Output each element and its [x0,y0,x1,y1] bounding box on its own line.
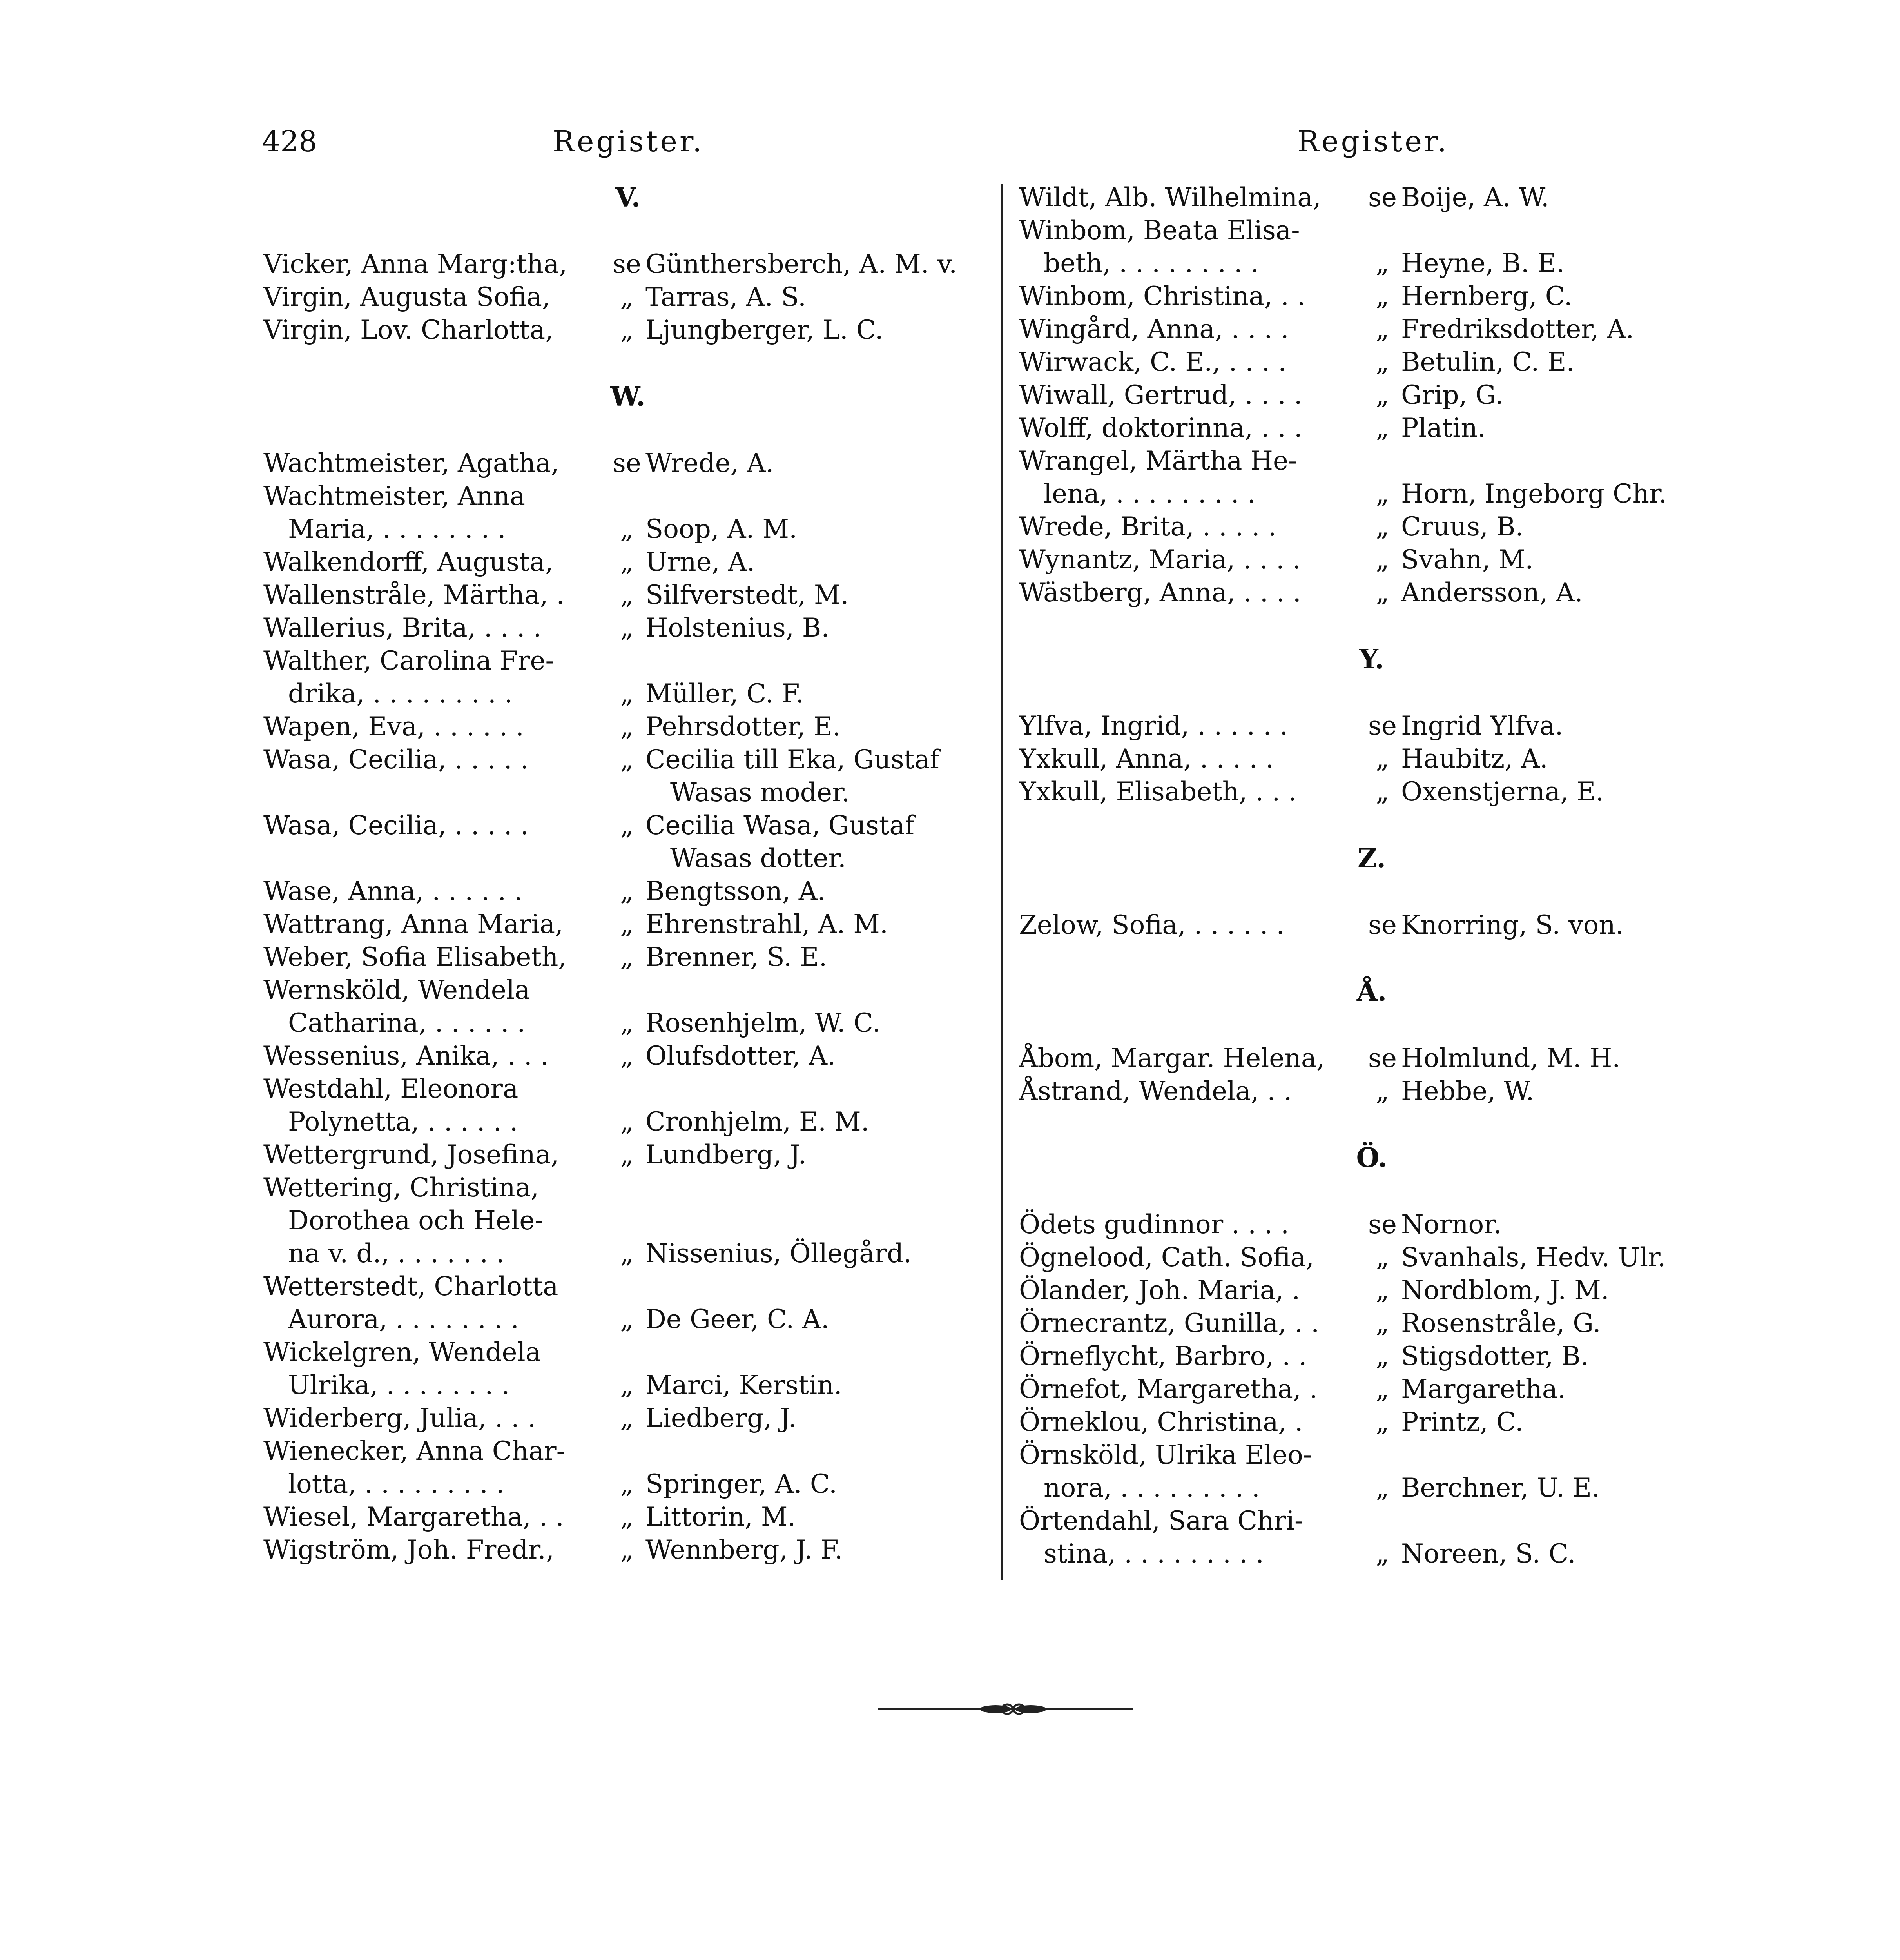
register-entry [263,1138,992,1171]
entry-name: Wynantz, Maria, . . . . [1019,544,1301,575]
register-entry [1019,1373,1724,1406]
entry-name: Wettering, Christina, Dorothea och Hele- na v. d., . . . . . . . [263,1172,544,1269]
entry-name: Ödets gudinnor . . . . [1019,1209,1289,1240]
entry-see-marker: „ [1376,1076,1389,1106]
entry-name: Örnecrantz, Gunilla, . . [1019,1308,1320,1338]
entry-reference: Soop, A. M. [645,514,798,544]
entry-reference: Nornor. [1401,1209,1502,1240]
entry-reference: Cecilia Wasa, Gustaf Wasas dotter. [645,810,915,873]
entry-reference: Bengtsson, A. [645,876,826,906]
entry-see-marker: „ [1376,413,1389,443]
entry-reference: Silfverstedt, M. [645,580,849,610]
entry-see-marker: se [1368,182,1397,212]
register-entry [263,248,992,281]
entry-reference: Günthersberch, A. M. v. [645,249,957,279]
entry-name: Wallenstråle, Märtha, . [263,580,565,610]
entry-reference: Stigsdotter, B. [1401,1341,1589,1371]
register-entry [263,710,992,743]
entry-name: Wachtmeister, Agatha, [263,448,559,478]
right-column [1019,181,1724,1570]
register-entry [263,1435,992,1501]
register-entry [1019,1406,1724,1439]
register-entry [263,546,992,579]
running-head-left: Register. [553,125,704,158]
section-spacer [1019,942,1724,975]
entry-see-marker: „ [620,580,634,610]
entry-see-marker: „ [1376,777,1389,807]
ornament-divider [878,1701,1133,1717]
entry-see-marker: se [1368,1043,1397,1073]
register-entry [1019,313,1724,346]
entry-see-marker: „ [1376,281,1389,311]
section-letter: V. [615,182,641,213]
entry-see-marker: „ [1376,1539,1389,1569]
register-entry [1019,742,1724,775]
section-spacer [1019,1174,1724,1208]
register-entry [1019,1439,1724,1504]
entry-see-marker: se [613,448,641,478]
entry-name: Åstrand, Wendela, . . [1019,1076,1292,1106]
entry-name: Wetterstedt, Charlotta Aurora, . . . . . . . . [263,1271,558,1334]
page-number: 428 [262,125,317,158]
entry-see-marker: „ [1376,314,1389,344]
entry-reference: Noreen, S. C. [1401,1539,1576,1569]
register-entry [263,908,992,941]
entry-reference: Hernberg, C. [1401,281,1572,311]
entry-see-marker: „ [620,1041,634,1071]
register-entry [263,1336,992,1402]
entry-name: Yxkull, Elisabeth, . . . [1019,777,1297,807]
entry-see-marker: „ [1376,1242,1389,1272]
register-entry [263,1040,992,1073]
entry-see-marker: „ [620,1238,634,1269]
section-spacer [263,214,992,248]
entry-see-marker: „ [620,547,634,577]
entry-name: Örneflycht, Barbro, . . [1019,1341,1307,1371]
entry-see-marker: „ [620,876,634,906]
register-entry [1019,1042,1724,1075]
section-letter: Z. [1357,843,1386,874]
section-letter: W. [610,381,645,412]
register-entry [1019,1208,1724,1241]
entry-name: Wachtmeister, Anna Maria, . . . . . . . . [263,481,525,544]
entry-name: Wienecker, Anna Char- lotta, . . . . . . . . . [263,1436,565,1499]
entry-see-marker: „ [620,315,634,345]
register-entry [1019,543,1724,576]
entry-reference: Cruus, B. [1401,512,1524,542]
register-entry [1019,445,1724,510]
entry-reference: Nordblom, J. M. [1401,1275,1609,1305]
entry-see-marker: „ [620,679,634,709]
column-divider [1001,184,1003,1580]
register-entry [263,447,992,480]
section-letter: Y. [1359,644,1384,675]
entry-see-marker: „ [620,613,634,643]
entry-see-marker: „ [1376,512,1389,542]
entry-see-marker: „ [1376,1407,1389,1437]
section-spacer [1019,808,1724,842]
entry-reference: Wrede, A. [645,448,774,478]
section-spacer [1019,875,1724,909]
entry-name: Wattrang, Anna Maria, [263,909,564,939]
register-entry [1019,1274,1724,1307]
register-entry [1019,214,1724,280]
entry-reference: Berchner, U. E. [1401,1473,1600,1503]
entry-reference: Holmlund, M. H. [1401,1043,1621,1073]
entry-name: Winbom, Christina, . . [1019,281,1305,311]
entry-reference: Liedberg, J. [645,1403,797,1433]
entry-name: Wigström, Joh. Fredr., [263,1535,554,1565]
entry-name: Wasa, Cecilia, . . . . . [263,744,529,775]
entry-see-marker: „ [620,1535,634,1565]
register-entry [263,579,992,612]
entry-see-marker: „ [620,1140,634,1170]
entry-see-marker: „ [1376,744,1389,774]
section-letter: Å. [1356,976,1387,1007]
entry-name: Wernsköld, Wendela Catharina, . . . . . . [263,975,530,1038]
entry-name: Wallerius, Brita, . . . . [263,613,542,643]
entry-reference: Platin. [1401,413,1486,443]
register-entry [1019,510,1724,543]
entry-reference: Rosenstråle, G. [1401,1308,1601,1338]
entry-reference: Boije, A. W. [1401,182,1549,212]
entry-reference: Ehrenstrahl, A. M. [645,909,888,939]
entry-reference: Andersson, A. [1401,577,1583,608]
register-entry [1019,1340,1724,1373]
entry-see-marker: „ [620,1008,634,1038]
entry-name: Wiwall, Gertrud, . . . . [1019,380,1302,410]
entry-see-marker: „ [1376,1374,1389,1404]
register-entry [263,1534,992,1566]
section-spacer [1019,1108,1724,1142]
entry-see-marker: „ [620,282,634,312]
entry-reference: Svanhals, Hedv. Ulr. [1401,1242,1666,1272]
entry-reference: Hebbe, W. [1401,1076,1534,1106]
section-spacer [1019,676,1724,710]
left-column [263,181,992,1566]
entry-name: Zelow, Sofia, . . . . . . [1019,910,1285,940]
register-entry [1019,1241,1724,1274]
entry-name: Ylfva, Ingrid, . . . . . . [1019,711,1288,741]
entry-reference: Ljungberger, L. C. [645,315,883,345]
entry-name: Wirwack, C. E., . . . . [1019,347,1287,377]
register-entry [263,809,992,875]
entry-see-marker: „ [620,1403,634,1433]
entry-reference: Olufsdotter, A. [645,1041,836,1071]
entry-name: Wrede, Brita, . . . . . [1019,512,1276,542]
register-entry [1019,1307,1724,1340]
entry-see-marker: „ [620,1469,634,1499]
entry-name: Wiesel, Margaretha, . . [263,1502,564,1532]
entry-name: Örtendahl, Sara Chri- stina, . . . . . . . . . [1019,1506,1304,1569]
register-entry [1019,181,1724,214]
register-entry [1019,576,1724,609]
entry-reference: Urne, A. [645,547,755,577]
register-entry [1019,909,1724,942]
entry-reference: Tarras, A. S. [645,282,806,312]
entry-reference: Printz, C. [1401,1407,1523,1437]
entry-see-marker: „ [620,711,634,742]
entry-reference: Holstenius, B. [645,613,830,643]
entry-name: Wettergrund, Josefina, [263,1140,559,1170]
entry-reference: Cecilia till Eka, Gustaf Wasas moder. [645,744,939,808]
entry-reference: Fredriksdotter, A. [1401,314,1634,344]
entry-name: Örnefot, Margaretha, . [1019,1374,1318,1404]
entry-see-marker: se [613,249,641,279]
entry-see-marker: „ [620,942,634,972]
entry-reference: Lundberg, J. [645,1140,807,1170]
entry-see-marker: „ [620,909,634,939]
entry-name: Widerberg, Julia, . . . [263,1403,536,1433]
entry-see-marker: „ [620,514,634,544]
entry-name: Wapen, Eva, . . . . . . [263,711,524,742]
entry-reference: Grip, G. [1401,380,1503,410]
entry-name: Virgin, Lov. Charlotta, [263,315,554,345]
entry-name: Ölander, Joh. Maria, . [1019,1275,1300,1305]
entry-reference: Horn, Ingeborg Chr. [1401,479,1667,509]
entry-name: Örnsköld, Ulrika Eleo- nora, . . . . . . . . . [1019,1440,1312,1503]
entry-reference: Rosenhjelm, W. C. [645,1008,881,1038]
register-entry [263,941,992,974]
entry-reference: Haubitz, A. [1401,744,1548,774]
entry-see-marker: „ [620,1304,634,1334]
section-spacer [1019,609,1724,643]
entry-reference: Littorin, M. [645,1502,796,1532]
entry-reference: Springer, A. C. [645,1469,837,1499]
entry-name: Åbom, Margar. Helena, [1019,1043,1325,1073]
entry-see-marker: „ [1376,380,1389,410]
register-entry [263,1402,992,1435]
register-entry [1019,346,1724,379]
register-entry [1019,280,1724,313]
entry-see-marker: se [1368,1209,1397,1240]
entry-see-marker: „ [620,810,634,840]
section-letter: Ö. [1356,1142,1387,1174]
entry-name: Walkendorff, Augusta, [263,547,553,577]
entry-see-marker: „ [620,1107,634,1137]
entry-name: Wingård, Anna, . . . . [1019,314,1289,344]
entry-name: Wolff, doktorinna, . . . [1019,413,1302,443]
register-entry [1019,1075,1724,1108]
entry-reference: Pehrsdotter, E. [645,711,841,742]
entry-name: Wase, Anna, . . . . . . [263,876,523,906]
register-entry [263,1171,992,1270]
entry-name: Virgin, Augusta Sofia, [263,282,550,312]
running-head-right: Register. [1297,125,1449,158]
entry-name: Örneklou, Christina, . [1019,1407,1303,1437]
entry-name: Wildt, Alb. Wilhelmina, [1019,182,1321,212]
entry-reference: Svahn, M. [1401,544,1534,575]
entry-see-marker: „ [620,744,634,775]
entry-see-marker: se [1368,711,1397,741]
register-entry [1019,775,1724,808]
entry-see-marker: „ [620,1370,634,1400]
entry-name: Walther, Carolina Fre- drika, . . . . . . . . . [263,646,554,709]
entry-name: Wessenius, Anika, . . . [263,1041,549,1071]
entry-reference: Heyne, B. E. [1401,248,1565,278]
entry-see-marker: „ [1376,347,1389,377]
entry-name: Vicker, Anna Marg:tha, [263,249,567,279]
entry-reference: Nissenius, Öllegård. [645,1238,912,1269]
register-entry [263,281,992,314]
register-entry [1019,379,1724,412]
entry-see-marker: „ [1376,544,1389,575]
section-spacer [1019,1008,1724,1042]
entry-reference: Oxenstjerna, E. [1401,777,1604,807]
register-entry [263,480,992,546]
register-entry [263,314,992,347]
entry-name: Wästberg, Anna, . . . . [1019,577,1301,608]
entry-reference: Margaretha. [1401,1374,1566,1404]
entry-reference: Brenner, S. E. [645,942,827,972]
entry-name: Winbom, Beata Elisa- beth, . . . . . . . . . [1019,215,1300,278]
section-spacer [263,347,992,380]
entry-name: Westdahl, Eleonora Polynetta, . . . . . . [263,1074,519,1137]
register-entry [263,1073,992,1138]
entry-reference: Müller, C. F. [645,679,804,709]
entry-see-marker: „ [1376,479,1389,509]
entry-see-marker: se [1368,910,1397,940]
entry-reference: Knorring, S. von. [1401,910,1624,940]
entry-reference: Marci, Kerstin. [645,1370,842,1400]
entry-name: Wasa, Cecilia, . . . . . [263,810,529,840]
register-entry [263,644,992,710]
entry-see-marker: „ [620,1502,634,1532]
register-entry [263,743,992,809]
register-entry [263,1270,992,1336]
entry-reference: Cronhjelm, E. M. [645,1107,869,1137]
register-entry [263,1501,992,1534]
register-entry [263,974,992,1040]
entry-see-marker: „ [1376,248,1389,278]
register-entry [263,612,992,644]
entry-see-marker: „ [1376,1275,1389,1305]
entry-reference: Betulin, C. E. [1401,347,1575,377]
entry-see-marker: „ [1376,1341,1389,1371]
entry-reference: Ingrid Ylfva. [1401,711,1563,741]
entry-reference: De Geer, C. A. [645,1304,829,1334]
register-entry [1019,1504,1724,1570]
entry-reference: Wennberg, J. F. [645,1535,843,1565]
register-entry [1019,710,1724,742]
entry-name: Wickelgren, Wendela Ulrika, . . . . . . . . [263,1337,541,1400]
entry-name: Wrangel, Märtha He- lena, . . . . . . . . . [1019,446,1297,509]
entry-see-marker: „ [1376,1473,1389,1503]
entry-see-marker: „ [1376,1308,1389,1338]
entry-see-marker: „ [1376,577,1389,608]
entry-name: Ögnelood, Cath. Sofia, [1019,1242,1314,1272]
section-spacer [263,413,992,447]
entry-name: Weber, Sofia Elisabeth, [263,942,567,972]
entry-name: Yxkull, Anna, . . . . . [1019,744,1274,774]
register-entry [263,875,992,908]
register-entry [1019,412,1724,445]
